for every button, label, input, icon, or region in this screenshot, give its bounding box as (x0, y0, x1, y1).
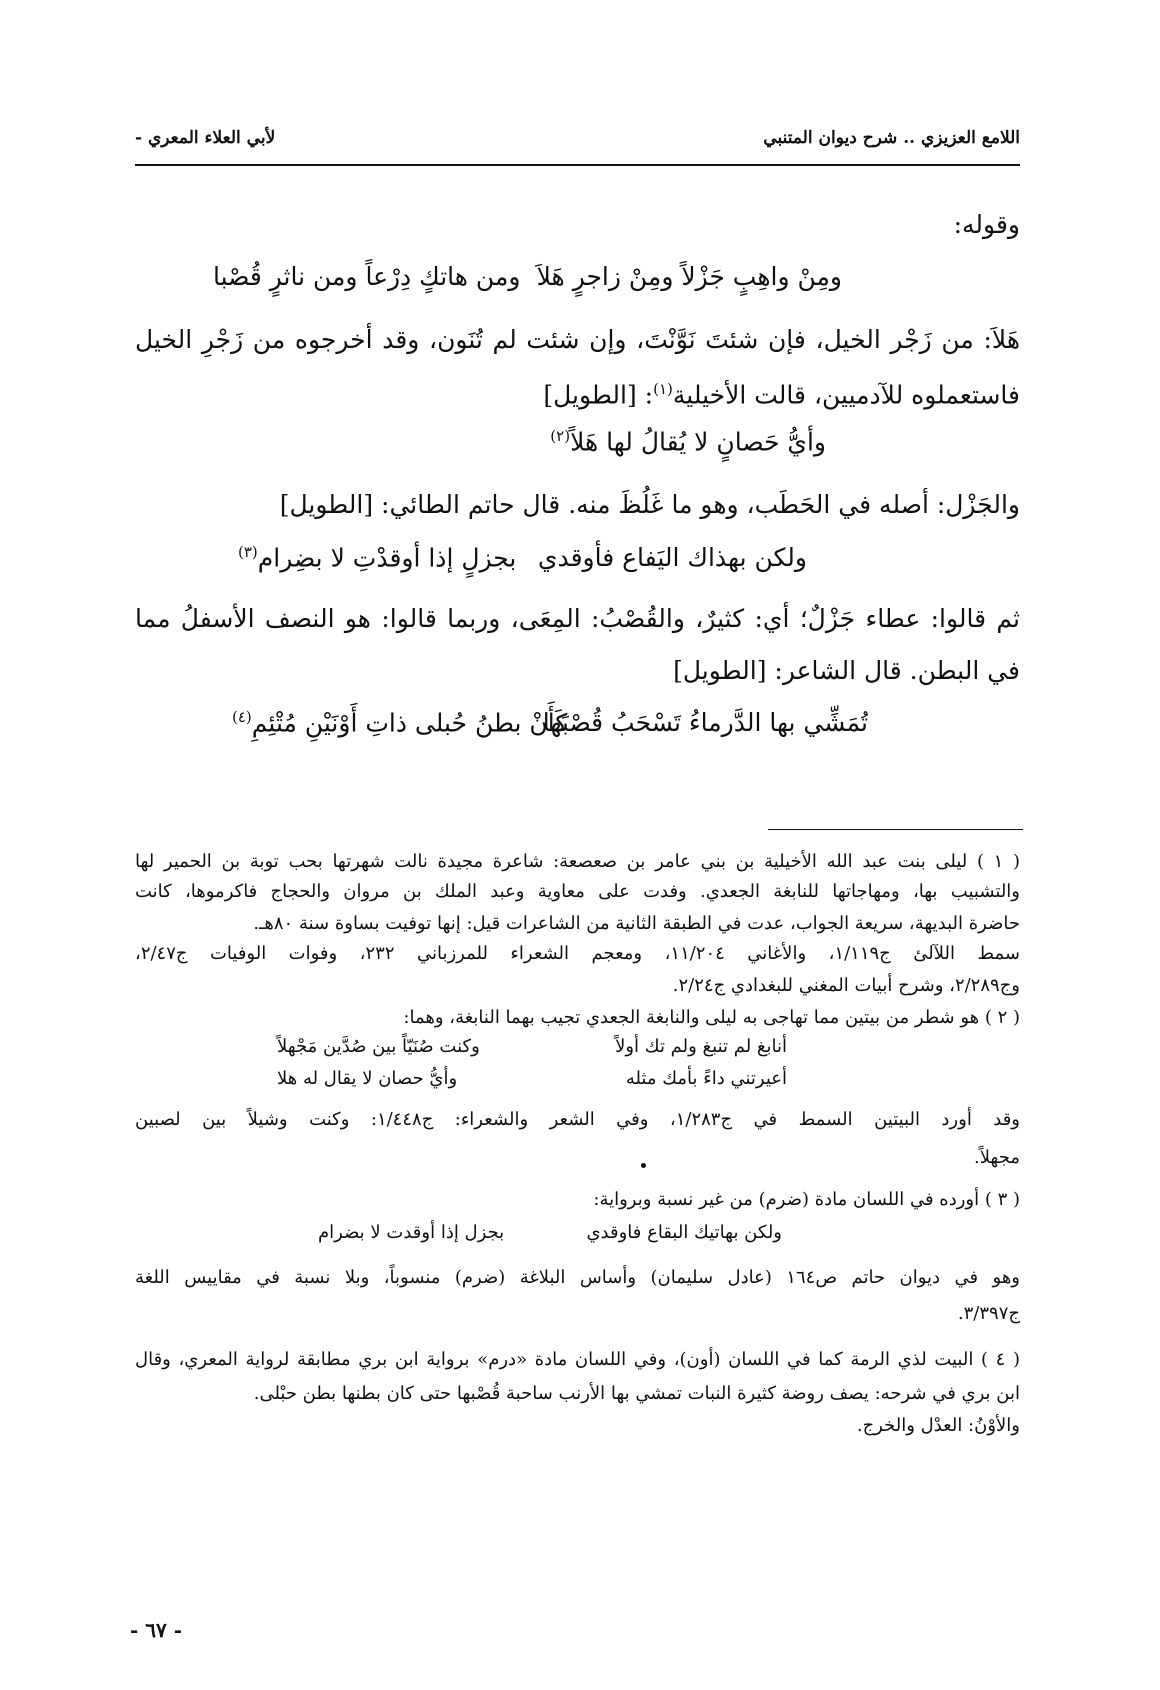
footnote-3-after (135, 1266, 1020, 1326)
paragraph-1-line-1-wrap (135, 325, 1020, 359)
paragraph-3-line-2: في البطن. قال الشاعر: [الطويل] (673, 656, 1020, 685)
footnote-ref-3: (٣) (238, 543, 258, 561)
verse-2 (550, 427, 826, 456)
verse-3-second-hemistich (238, 543, 516, 572)
footnote-2-verse-1-first: أنابغ لم تنبغ ولم تك أولاً (615, 1036, 787, 1057)
verse-1-second-hemistich: ومن هاتكٍ دِرْعاً ومن ناثرٍ قُصْبا (213, 262, 521, 291)
footnote-3-verse-first: ولكن بهاتيك البقاع فاوقدي (586, 1222, 782, 1243)
intro-line: وقوله: (953, 210, 1020, 239)
footnote-ref-2: (٢) (550, 427, 571, 445)
page-number: - ٦٧ - (130, 1618, 183, 1642)
footnote-1-line-1: ( ١ ) ليلى بنت عبد الله الأخيلية بن بني عامر بن صعصعة: شاعرة مجيدة نالت شهرتها بحب توبة بن الحمير لها (135, 851, 1020, 872)
book-title: اللامع العزيزي .. شرح ديوان المتنبي (763, 128, 1020, 148)
footnote-2-intro: ( ٢ ) هو شطر من بيتين مما تهاجى به ليلى والنابغة الجعدي تجيب بهما النابغة، وهما: (403, 1007, 1020, 1028)
footnote-2-verse-2-second: وأيُّ حصان لا يقال له هلا (277, 1068, 458, 1089)
paragraph-1-text: فاستعملوه للآدميين، قالت الأخيلية (672, 380, 1020, 410)
meter-label: : [الطويل] (543, 380, 654, 410)
paragraph-1-line-2-wrap (135, 374, 1020, 408)
footnote-2-intro-wrap (135, 1006, 1020, 1036)
paragraph-3-line-1-wrap (135, 604, 1020, 638)
author-name: لأبي العلاء المعري - (135, 128, 276, 148)
footnote-ref-4: (٤) (232, 708, 252, 726)
footnote-3-after-line-1: وهو في ديوان حاتم ص١٦٤ (عادل سليمان) وأساس البلاغة (ضرم) منسوباً، وبلا نسبة في مقاييس اللغة (135, 1267, 1021, 1288)
paragraph-1-line-1: هَلاَ: من زَجْر الخيل، فإن شئتَ نَوَّنْتَ، وإن شئت لم تُنَون، وقد أخرجوه من زَجْرِ الخيل (135, 325, 1020, 354)
footnote-3-intro-wrap (135, 1188, 1020, 1218)
ink-dot (641, 1163, 646, 1168)
paragraph-3-line-2-wrap (135, 656, 1020, 690)
footnote-2-after-line-1: وقد أورد البيتين السمط في ج١/٢٨٣، وفي الشعر والشعراء: ج١/٤٤٨: وكنت وشيلاً بين لصبين (135, 1109, 1021, 1130)
verse-2-text: وأيُّ حَصانٍ لا يُقالُ لها هَلاً (570, 427, 826, 457)
verse-1-first-hemistich: ومِنْ واهِبٍ جَزْلاً ومِنْ زاجرٍ هَلاَ (536, 262, 842, 291)
footnote-1-line-5: وج٢/٢٨٩، وشرح أبيات المغني للبغدادي ج٢/٢٤. (672, 975, 1020, 996)
footnote-3-after-line-2: ج٣/٣٩٧. (957, 1303, 1020, 1324)
paragraph-2-wrap (135, 490, 1020, 524)
footnote-ref-1: (١) (653, 380, 673, 398)
footnote-4 (135, 1348, 1020, 1458)
footnote-2-verse-1-second: وكنت صُنَيّاً بين صُدَّين مَجْهلاً (277, 1036, 480, 1057)
verse-3-first-hemistich: ولكن بهذاك اليَفاع فأوقدي (537, 543, 807, 572)
footnote-1-line-2: والتشبيب بها، ومهاجاتها للنابغة الجعدي. وفدت على معاوية وعبد الملك بن مروان والحجاج فاكرموها، كانت (135, 881, 1020, 902)
footnote-4-line-3: والأوْنُ: العدْل والخرج. (856, 1415, 1020, 1436)
verse-3-second-text: بجزلٍ إذا أوقدْتِ لا بضِرام (257, 543, 517, 573)
footnote-3-intro: ( ٣ ) أورده في اللسان مادة (ضرم) من غير نسبة وبرواية: (593, 1189, 1020, 1210)
verse-4-first-hemistich: تُمَشِّي بها الدَّرماءُ تَسْحَبُ قُصْبَها (542, 708, 868, 737)
verse-4-second-text: كَأَنْ بطنُ حُبلى ذاتِ أَوْنَيْنِ مُتْئِمِ (251, 708, 568, 738)
footnote-2-after-line-2: مجهلاً. (973, 1147, 1020, 1168)
footnote-1 (135, 850, 1021, 996)
header-rule (135, 164, 1020, 166)
footnote-3-verse-second: بجزل إذا أوقدت لا بضرام (318, 1222, 505, 1243)
paragraph-2-line-1: والجَزْل: أصله في الحَطَب، وهو ما غَلُظَ منه. قال حاتم الطائي: [الطويل] (279, 490, 1020, 519)
paragraph-1-line-2 (543, 374, 1020, 410)
footnote-2-after (135, 1108, 1020, 1168)
footnote-2-verse-2-first: أعيرتني داءً بأمك مثله (625, 1068, 787, 1089)
footnote-4-line-1: ( ٤ ) البيت لذي الرمة كما في اللسان (أون)، وفي اللسان مادة «درم» برواية ابن بري مطابقة لرواية المعري، وقال (135, 1349, 1020, 1370)
footnote-4-line-2: ابن بري في شرحه: يصف روضة كثيرة النبات تمشي بها الأرنب ساحبة قُصْبها حتى كان بطنها بطن حبْلى. (253, 1383, 1020, 1404)
running-header (135, 128, 1020, 168)
verse-4-second-hemistich (232, 708, 567, 737)
footnote-1-line-4: سمط اللآلئ ج١/١١٩، والأغاني ١١/٢٠٤، ومعجم الشعراء للمرزباني ٢٣٢، وفوات الوفيات ج٢/٤٧، (135, 943, 1021, 964)
paragraph-3-line-1: ثم قالوا: عطاء جَزْلٌ؛ أي: كثيرٌ، والقُصْبُ: المِعَى، وربما قالوا: هو النصف الأسفلُ مما (135, 604, 1020, 633)
footnote-separator (768, 829, 1023, 830)
footnote-1-line-3: حاضرة البديهة، سريعة الجواب، عدت في الطبقة الثانية من الشاعرات قيل: إنها توفيت بساوة سنة ٨٠هـ. (253, 913, 1020, 934)
